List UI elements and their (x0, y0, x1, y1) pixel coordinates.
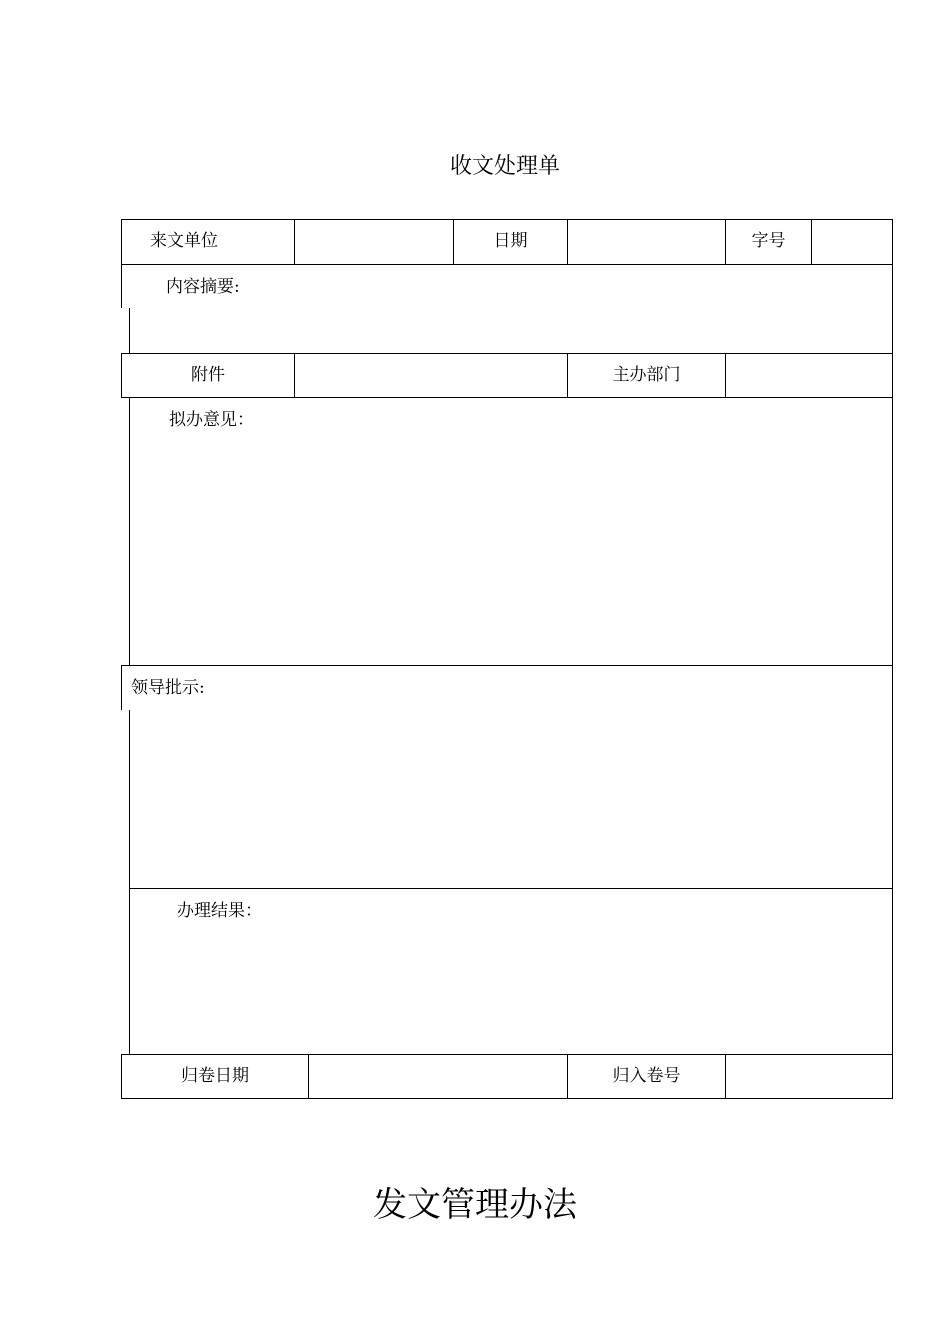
table-rule-last-col1 (308, 1054, 309, 1099)
summary-label: 内容摘要: (166, 277, 240, 297)
table-rule-row1-col3 (567, 219, 568, 264)
table-rule-left-row2 (129, 308, 130, 353)
attachment-label: 附件 (191, 365, 225, 385)
source-unit-label: 来文单位 (150, 231, 218, 251)
table-rule-left-row1 (121, 219, 122, 308)
table-rule-row1-bottom (121, 264, 893, 265)
result-label: 办理结果： (177, 901, 262, 921)
table-rule-row5-bottom (129, 888, 893, 889)
table-rule-top (121, 219, 893, 220)
proposal-label: 拟办意见： (169, 410, 254, 430)
leader-label: 领导批示: (131, 678, 205, 698)
table-rule-left-row4 (129, 397, 130, 665)
table-rule-row4-bottom (121, 665, 893, 666)
volume-number-label: 归入卷号 (612, 1066, 681, 1086)
table-rule-row1-col1 (294, 219, 295, 264)
date-field[interactable] (573, 230, 721, 252)
table-rule-row3-col3 (725, 353, 726, 398)
table-rule-row6-bottom (121, 1054, 893, 1055)
section-title: 发文管理办法 (373, 1185, 577, 1225)
table-rule-right (892, 219, 893, 1099)
doc-number-label: 字号 (751, 231, 786, 251)
doc-number-field[interactable] (816, 230, 888, 252)
archive-date-field[interactable] (314, 1065, 562, 1087)
attachment-field[interactable] (300, 364, 562, 386)
table-rule-row1-col5 (811, 219, 812, 264)
table-rule-last-col3 (725, 1054, 726, 1099)
table-rule-bottom (121, 1098, 893, 1099)
table-rule-row3-bottom (121, 397, 893, 398)
department-label: 主办部门 (612, 365, 681, 385)
table-rule-left-row5b (129, 710, 130, 1054)
date-label: 日期 (493, 231, 528, 251)
department-field[interactable] (731, 364, 887, 386)
archive-date-label: 归卷日期 (181, 1066, 249, 1086)
table-rule-row2-bottom (121, 353, 893, 354)
form-title: 收文处理单 (449, 154, 560, 179)
volume-number-field[interactable] (731, 1065, 887, 1087)
source-unit-field[interactable] (300, 230, 448, 252)
table-rule-row3-col1 (294, 353, 295, 398)
table-rule-left-row5a (121, 665, 122, 710)
